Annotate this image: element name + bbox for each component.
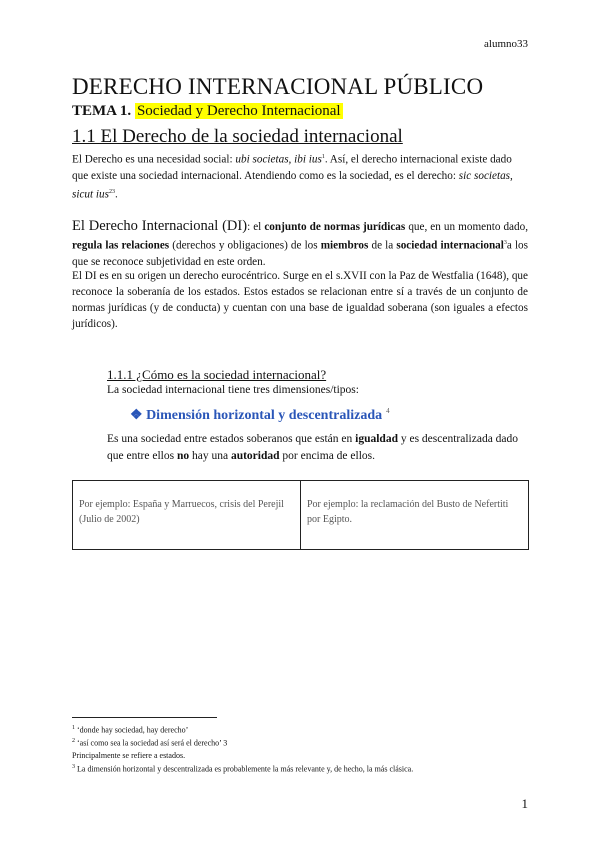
- bullet-item: [130, 407, 390, 424]
- footnote-1: [72, 725, 188, 735]
- subsection-intro: La sociedad internacional tiene tres dimensiones/tipos:: [107, 384, 359, 396]
- bold-term: regula las relaciones: [72, 239, 170, 252]
- bold-term: miembros: [320, 239, 369, 252]
- bold-term: conjunto de normas jurídicas: [264, 221, 406, 233]
- subsection-heading: 1.1.1 ¿Cómo es la sociedad internacional?: [107, 367, 327, 382]
- footnote-mark: 1: [72, 725, 75, 731]
- bullet-text: Dimensión horizontal y descentralizada: [146, 408, 383, 423]
- tema-heading: [72, 103, 343, 120]
- text: : el: [247, 221, 265, 233]
- footnote-mark: 2: [72, 738, 75, 744]
- bold-term: sociedad internacional: [396, 239, 504, 252]
- footnote-2: [72, 738, 227, 748]
- header-username: alumno33: [484, 38, 528, 50]
- text: por encima de ellos.: [279, 450, 375, 462]
- footnote-divider: [72, 717, 217, 718]
- footnote-3: [72, 764, 413, 774]
- paragraph-intro: [72, 149, 528, 202]
- text: a los que se reconoce subjetividad en este orden.: [72, 239, 528, 268]
- text: El Derecho es una necesidad social:: [72, 153, 236, 166]
- latin-phrase: ubi societas, ibi ius: [235, 153, 322, 166]
- text: .: [114, 188, 118, 201]
- footnote-ref: 1: [321, 154, 325, 160]
- text: que, en un momento dado,: [405, 221, 528, 233]
- bold-term: no: [176, 450, 190, 462]
- text: de la: [368, 239, 397, 252]
- example-cell-left: Por ejemplo: España y Marruecos, crisis del Perejil (Julio de 2002): [79, 499, 284, 525]
- paragraph-horizontal: [107, 431, 529, 465]
- tema-highlight: Sociedad y Derecho Internacional: [136, 103, 341, 119]
- footnote-ref: 23: [108, 188, 115, 195]
- text: y es descentralizada dado que entre ellos: [107, 433, 519, 462]
- document-title: DERECHO INTERNACIONAL PÚBLICO: [72, 74, 484, 99]
- footnote-text: ‘donde hay sociedad, hay derecho’: [75, 725, 189, 735]
- latin-phrase: sic societas, sicut ius: [72, 169, 513, 201]
- definition-lead: El Derecho Internacional (DI): [72, 218, 248, 234]
- bold-term: autoridad: [230, 450, 280, 462]
- examples-table: [72, 480, 529, 550]
- footnote-mark: 3: [72, 764, 75, 770]
- footnote-ref: 3: [503, 240, 507, 246]
- footnote-ref: 4: [386, 407, 390, 416]
- example-cell-right: Por ejemplo: la reclamación del Busto de Nefertiti por Egipto.: [300, 481, 528, 549]
- page-number: 1: [521, 796, 528, 811]
- footnote-text: ‘así como sea la sociedad así será el derecho’ 3: [75, 738, 228, 748]
- footnote-text: La dimensión horizontal y descentralizada es probablemente la más relevante y, de hecho, la más clásica.: [75, 764, 414, 774]
- paragraph-definition: [72, 218, 528, 270]
- bold-term: igualdad: [355, 433, 398, 445]
- text: (derechos y obligaciones) de los: [169, 239, 321, 252]
- paragraph-origin: El DI es en su origen un derecho eurocéntrico. Surge en el s.XVII con la Paz de Westfalia (1648), que reconoce la soberanía de los estados. Estos estados se relacionan entre sí a través de un conjunto de normas jurídicas (y de conducta) y cuentan con una base de igualdad soberana (son iguales a efectos jurídicos).: [72, 270, 528, 330]
- tema-label: TEMA 1.: [72, 103, 132, 119]
- text: Es una sociedad entre estados soberanos que están en: [107, 433, 356, 445]
- footnote-2-continued: Principalmente se refiere a estados.: [72, 751, 186, 760]
- text: hay una: [189, 450, 231, 462]
- section-heading: 1.1 El Derecho de la sociedad internacional: [72, 126, 403, 147]
- text: . Así, el derecho internacional existe dado que existe una sociedad internacional. Atendiendo como es la sociedad, es el derecho:: [72, 153, 512, 182]
- diamond-bullet-icon: ❖: [130, 408, 143, 423]
